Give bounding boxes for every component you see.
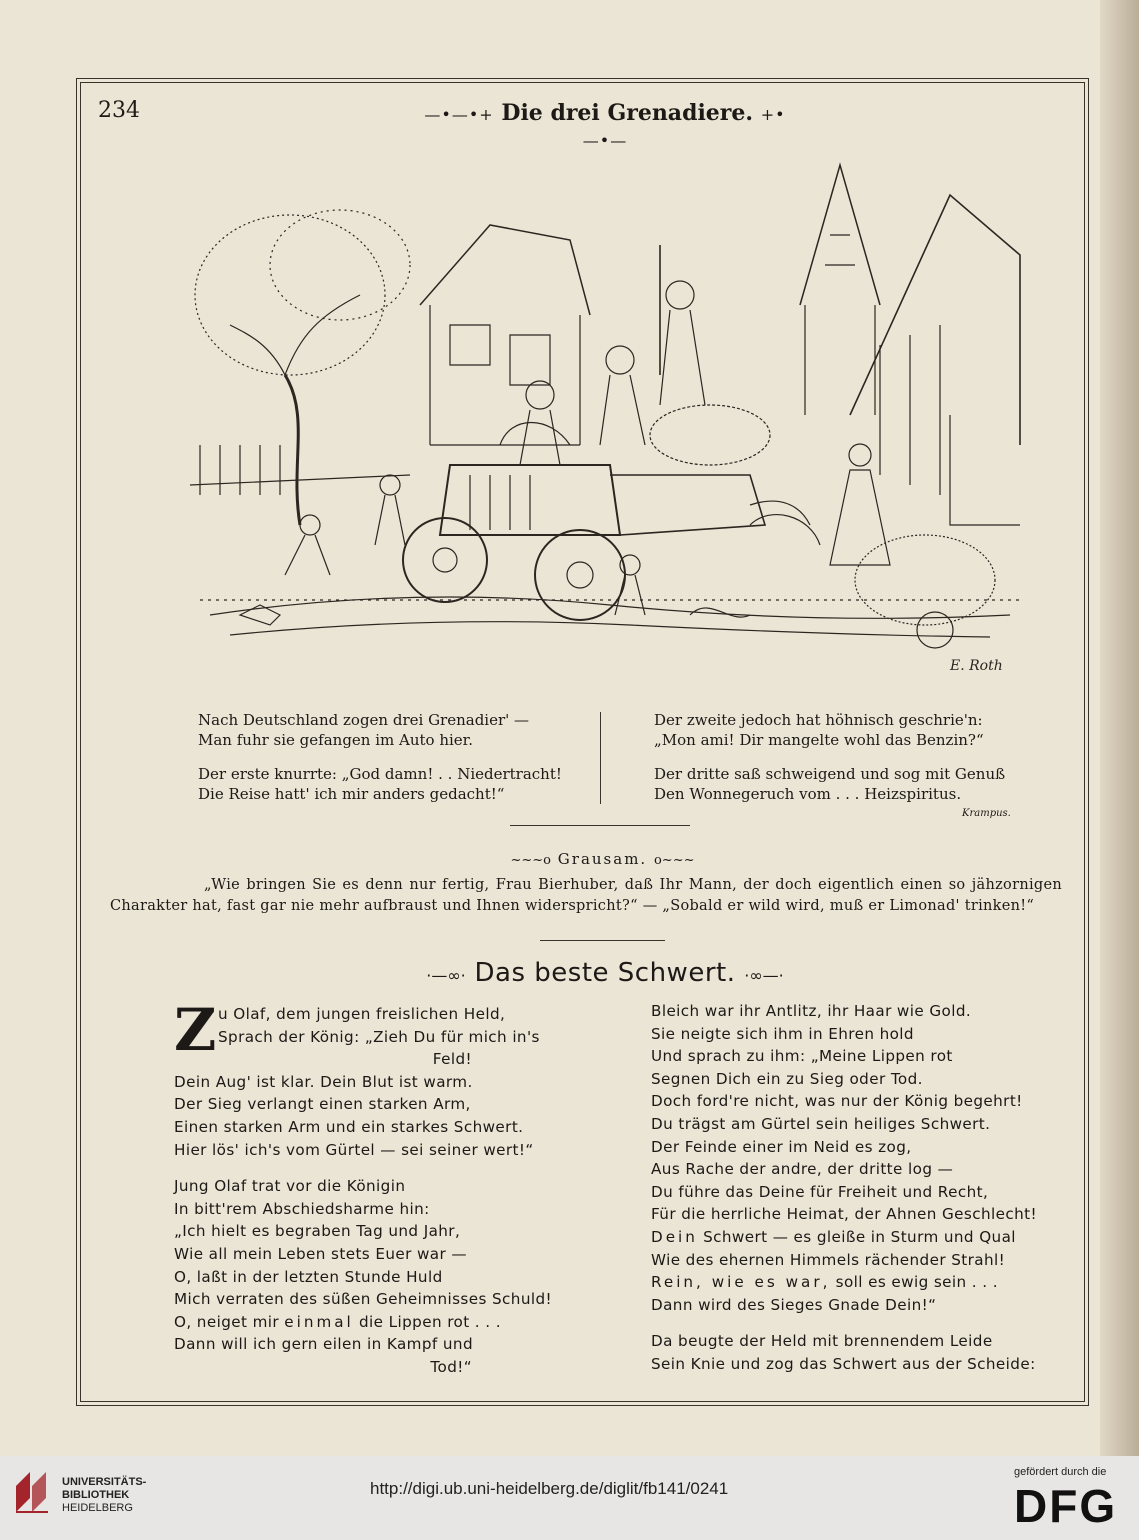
- anecdote-paragraph: „Wie bringen Sie es denn nur fertig, Frau Bierhuber, daß Ihr Mann, der doch eigentlich einen so jähzornigen Charakter hat, fast gar nie mehr aufbraust und Ihnen widerspricht?“ — „Sobald er wild wird, muß er Limonad' trinken!“: [110, 877, 1062, 914]
- verse-line: Jung Olaf trat vor die Königin: [174, 1177, 406, 1196]
- verse-line: O, laßt in der letzten Stunde Huld: [174, 1267, 443, 1286]
- anecdote-title-text: Grausam.: [557, 850, 648, 868]
- page-number: 234: [98, 98, 140, 123]
- separator-rule: [510, 825, 690, 826]
- verse-line: Segnen Dich ein zu Sieg oder Tod.: [651, 1069, 923, 1088]
- illustration-drawing: [190, 145, 1030, 685]
- ornament-right: +•—•—: [582, 105, 786, 150]
- verse-fragment: Schwert — es gleiße in Sturm und Qual: [697, 1227, 1016, 1246]
- verse-line: [174, 1311, 584, 1334]
- verse-line: u Olaf, dem jungen freislichen Held,: [218, 1005, 506, 1023]
- verse-line: Du trägst am Gürtel sein heiliges Schwert.: [651, 1114, 991, 1133]
- poem-line: Der zweite jedoch hat höhnisch geschrie'n:: [654, 711, 983, 729]
- verse-line: Der Sieg verlangt einen starken Arm,: [174, 1095, 471, 1114]
- verse-emphasis: einmal: [284, 1312, 354, 1331]
- permalink-url[interactable]: http://digi.ub.uni-heidelberg.de/diglit/fb141/0241: [370, 1479, 729, 1498]
- artist-signature: E. Roth: [950, 658, 1003, 674]
- poem-source: Krampus.: [962, 808, 1011, 819]
- poem-line: „Mon ami! Dir mangelte wohl das Benzin?“: [654, 731, 984, 749]
- anecdote-text: [110, 875, 1062, 917]
- page-binding-shadow: [1100, 0, 1139, 1456]
- section-title: [380, 958, 830, 988]
- ornament-left: ·—∞·: [426, 966, 466, 985]
- verse-line: Und sprach zu ihm: „Meine Lippen rot: [651, 1047, 953, 1066]
- verse-line: Da beugte der Held mit brennendem Leide: [651, 1332, 993, 1351]
- verse-line: Bleich war ihr Antlitz, ihr Haar wie Gold.: [651, 1002, 972, 1020]
- university-library-name[interactable]: [62, 1476, 146, 1515]
- poem-line: Man fuhr sie gefangen im Auto hier.: [198, 731, 473, 749]
- verse-fragment: soll es ewig sein . . .: [830, 1273, 998, 1292]
- verse-line: Für die herrliche Heimat, der Ahnen Geschlecht!: [651, 1205, 1037, 1224]
- sword-poem-left-column: [174, 996, 584, 1379]
- drop-cap: Z: [174, 996, 217, 1064]
- verse-line-continuation: Feld!: [432, 1050, 472, 1069]
- library-line: UNIVERSITÄTS-: [62, 1476, 147, 1488]
- verse-line: Sie neigte sich ihm in Ehren hold: [651, 1024, 914, 1043]
- library-line: HEIDELBERG: [62, 1502, 133, 1514]
- verse-line: Du führe das Deine für Freiheit und Recht,: [651, 1182, 989, 1201]
- funder-label: gefördert durch die: [1014, 1466, 1107, 1478]
- library-line: BIBLIOTHEK: [62, 1489, 130, 1501]
- ornament-left: ~~~o: [510, 853, 552, 868]
- verse-line: Dann wird des Sieges Gnade Dein!“: [651, 1295, 937, 1314]
- poem-right-column: [654, 710, 1005, 804]
- verse-line: Einen starken Arm und ein starkes Schwert.: [174, 1117, 524, 1136]
- verse-line: Dein Aug' ist klar. Dein Blut ist warm.: [174, 1072, 473, 1091]
- poem-left-column: [198, 710, 562, 804]
- university-library-logo-icon[interactable]: [12, 1468, 52, 1516]
- ornament-left: —•—•+: [424, 105, 494, 124]
- verse-line: Sein Knie und zog das Schwert aus der Scheide:: [651, 1354, 1036, 1373]
- verse-line: Hier lös' ich's vom Gürtel — sei seiner wert!“: [174, 1140, 534, 1159]
- verse-line: Doch ford're nicht, was nur der König begehrt!: [651, 1092, 1023, 1111]
- poem-line: Nach Deutschland zogen drei Grenadier' —: [198, 711, 530, 729]
- engraving-illustration: [190, 145, 1030, 685]
- verse-line: [651, 1271, 1071, 1294]
- verse-emphasis: Dein: [651, 1227, 698, 1246]
- poem-line: Den Wonnegeruch vom . . . Heizspiritus.: [654, 785, 962, 803]
- verse-line: Mich verraten des süßen Geheimnisses Schuld!: [174, 1290, 553, 1309]
- verse-fragment: O, neiget mir: [174, 1312, 285, 1331]
- poem-line: Der erste knurrte: „God damn! . . Niedertracht!: [198, 765, 562, 783]
- verse-line: In bitt'rem Abschiedsharme hin:: [174, 1199, 430, 1218]
- verse-fragment: die Lippen rot . . .: [353, 1312, 501, 1331]
- verse-line: [651, 1226, 1071, 1249]
- poem-line: Der dritte saß schweigend und sog mit Genuß: [654, 765, 1006, 783]
- verse-line: Wie all mein Leben stets Euer war —: [174, 1244, 467, 1263]
- poem-line: Die Reise hatt' ich mir anders gedacht!“: [198, 785, 505, 803]
- verse-line: Wie des ehernen Himmels rächender Strahl!: [651, 1250, 1006, 1269]
- dfg-logo[interactable]: DFG: [1014, 1480, 1118, 1532]
- column-divider: [600, 712, 601, 804]
- separator-rule: [540, 940, 665, 941]
- verse-line: Sprach der König: „Zieh Du für mich in's: [218, 1027, 540, 1046]
- running-head-title: Die drei Grenadiere.: [501, 100, 754, 126]
- ornament-right: ·∞—·: [744, 966, 784, 985]
- section-title-text: Das beste Schwert.: [474, 958, 736, 988]
- verse-line-continuation: Tod!“: [430, 1357, 472, 1376]
- verse-line: Dann will ich gern eilen in Kampf und: [174, 1335, 473, 1354]
- anecdote-title: [495, 850, 710, 868]
- sword-poem-right-column: [651, 1000, 1071, 1376]
- verse-emphasis: Rein, wie es war,: [651, 1273, 831, 1292]
- verse-line: Aus Rache der andre, der dritte log —: [651, 1160, 954, 1179]
- ornament-right: o~~~: [653, 853, 695, 868]
- verse-line: Der Feinde einer im Neid es zog,: [651, 1137, 912, 1156]
- verse-line: „Ich hielt es begraben Tag und Jahr,: [174, 1222, 461, 1241]
